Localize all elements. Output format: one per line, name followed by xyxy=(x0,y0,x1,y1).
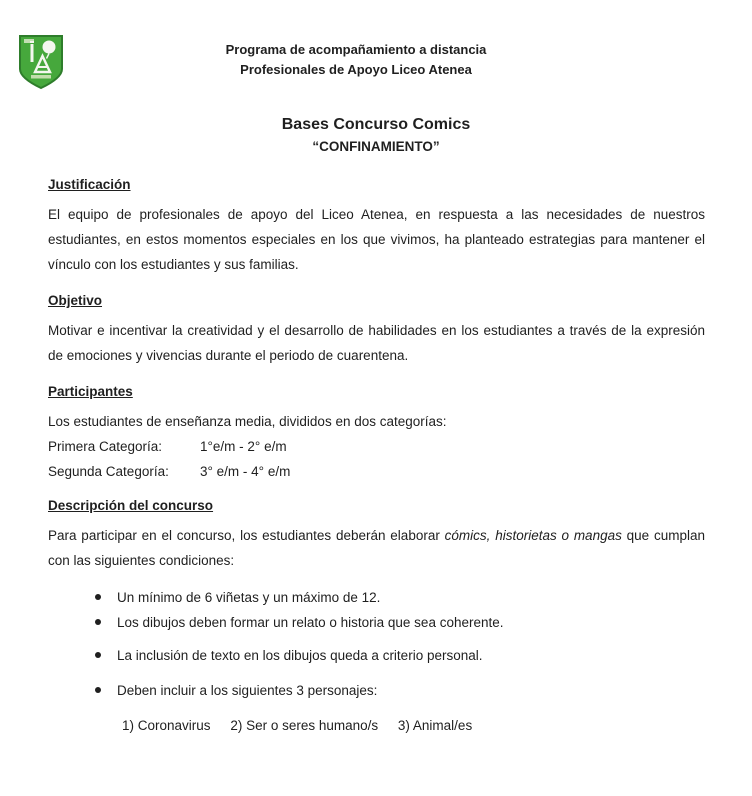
list-item xyxy=(48,585,705,610)
bullet-icon xyxy=(95,594,101,600)
category-label: Primera Categoría: xyxy=(48,439,163,454)
section-heading-descripcion: Descripción del concurso xyxy=(48,498,214,513)
participantes-intro: Los estudiantes de enseñanza media, divididos en dos categorías: xyxy=(48,414,447,429)
section-heading-objetivo: Objetivo xyxy=(48,293,103,308)
letterhead-line-1: Programa de acompañamiento a distancia xyxy=(225,42,487,57)
conditions-list xyxy=(48,585,705,703)
characters-line xyxy=(48,713,705,738)
descripcion-text-normal-1: Para participar en el concurso, los estudiantes deberán elaborar xyxy=(48,528,445,543)
list-item-text: Deben incluir a los siguientes 3 personajes: xyxy=(117,683,378,698)
title-block xyxy=(0,116,752,154)
character-item: 2) Ser o seres humano/s xyxy=(230,718,379,733)
document-body xyxy=(48,177,705,738)
participantes-block xyxy=(48,409,705,484)
descripcion-text-italic: cómics, historietas o mangas xyxy=(444,528,622,543)
character-item: 1) Coronavirus xyxy=(122,718,211,733)
category-label: Segunda Categoría: xyxy=(48,464,169,479)
list-item xyxy=(48,678,705,703)
letterhead-line-2: Profesionales de Apoyo Liceo Atenea xyxy=(240,62,472,77)
section-heading-participantes: Participantes xyxy=(48,384,133,399)
category-row xyxy=(48,459,705,484)
paragraph-descripcion xyxy=(48,523,705,573)
category-row xyxy=(48,434,705,459)
doc-subtitle: “CONFINAMIENTO” xyxy=(312,139,440,154)
descripcion-text-normal-2: que cumplan con las siguientes condiciones: xyxy=(48,528,706,568)
list-item-text: Un mínimo de 6 viñetas y un máximo de 12. xyxy=(117,590,381,605)
section-heading-justificacion: Justificación xyxy=(48,177,131,192)
letterhead xyxy=(0,0,752,80)
school-crest-icon xyxy=(18,34,64,90)
list-item xyxy=(48,643,705,668)
list-item-text: La inclusión de texto en los dibujos queda a criterio personal. xyxy=(117,648,483,663)
paragraph-justificacion: El equipo de profesionales de apoyo del Liceo Atenea, en respuesta a las necesidades de nuestros estudiantes, en estos momentos especiales en los que vivimos, ha planteado estrategias para mantener el vínculo con los estudiantes y sus familias. xyxy=(48,207,705,272)
category-value: 1°e/m - 2° e/m xyxy=(200,439,287,454)
paragraph-objetivo: Motivar e incentivar la creatividad y el desarrollo de habilidades en los estudiantes a través de la expresión de emociones y vivencias durante el periodo de cuarentena. xyxy=(48,323,705,363)
list-item xyxy=(48,610,705,635)
bullet-icon xyxy=(95,619,101,625)
doc-title: Bases Concurso Comics xyxy=(281,116,471,133)
category-value: 3° e/m - 4° e/m xyxy=(200,464,291,479)
bullet-icon xyxy=(95,652,101,658)
list-item-text: Los dibujos deben formar un relato o historia que sea coherente. xyxy=(117,615,504,630)
character-item: 3) Animal/es xyxy=(397,718,473,733)
bullet-icon xyxy=(95,687,101,693)
